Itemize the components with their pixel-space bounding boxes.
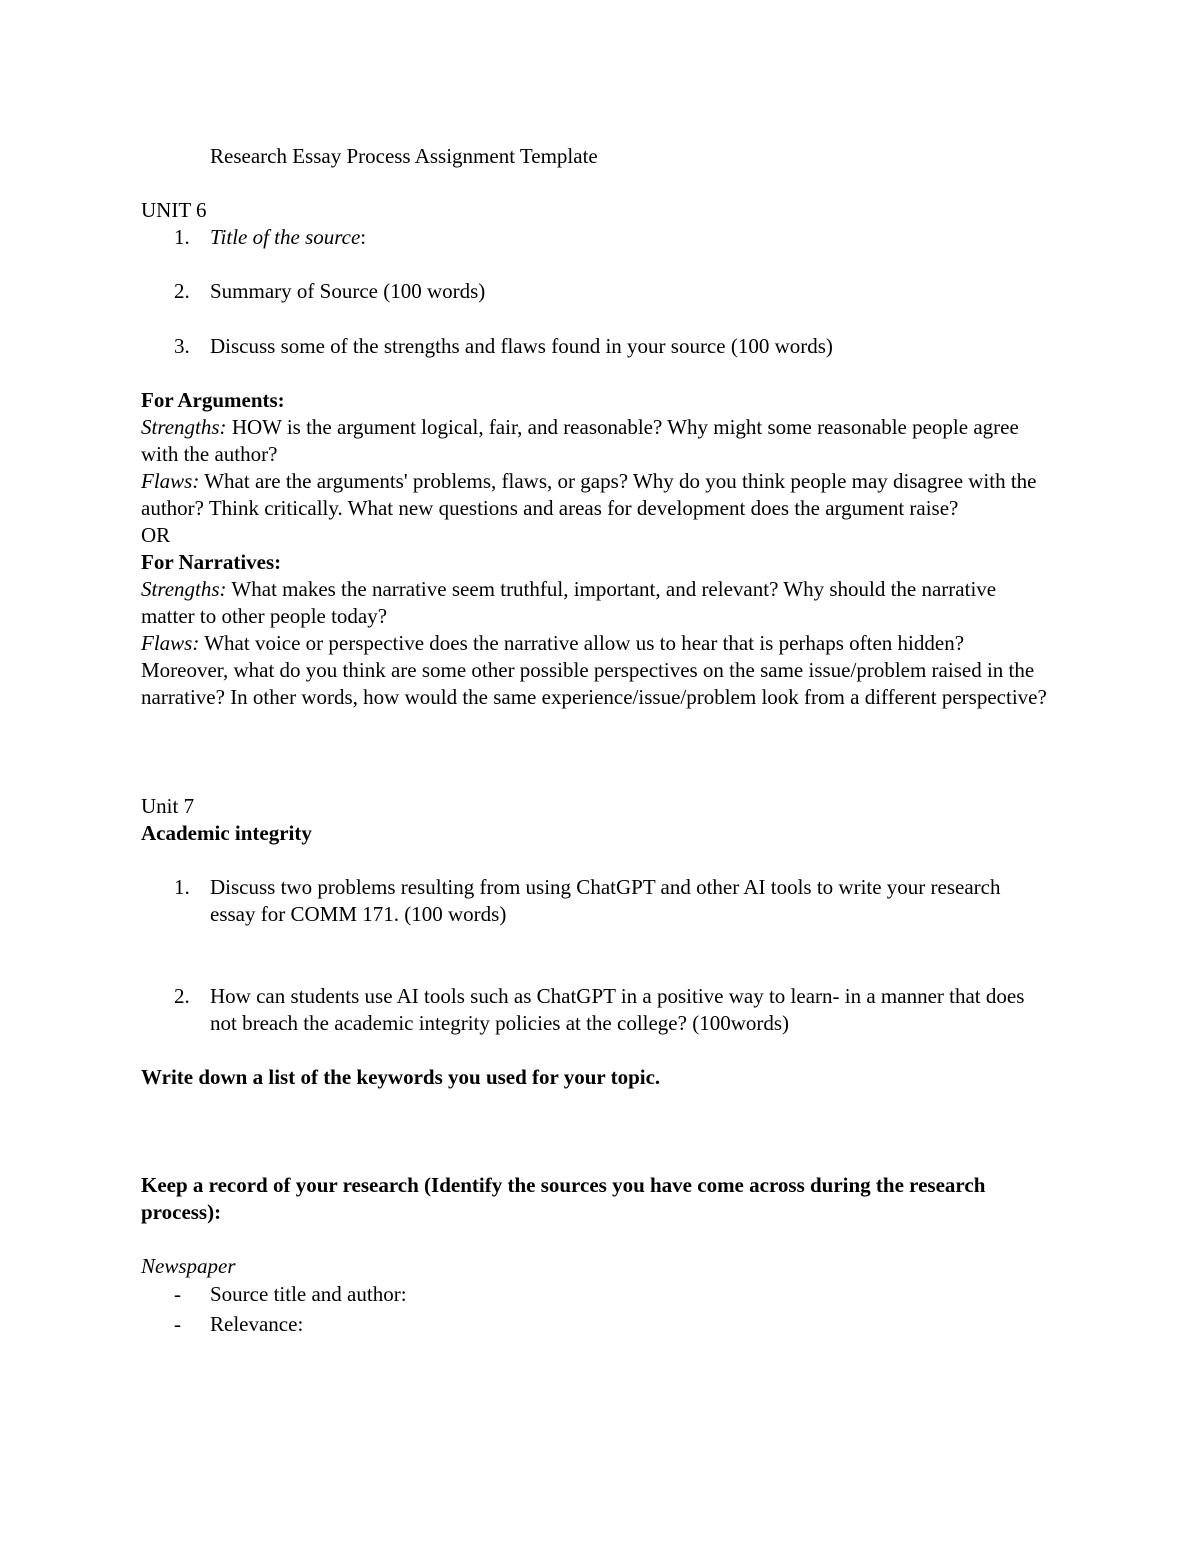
- item-number: 2.: [174, 984, 190, 1008]
- page-title: Research Essay Process Assignment Template: [210, 144, 598, 168]
- unit6-heading: UNIT 6: [141, 198, 207, 222]
- arguments-section: [141, 387, 1051, 711]
- academic-integrity-heading: Academic integrity: [141, 821, 312, 845]
- or-text: OR: [141, 523, 171, 547]
- flaws-text: What voice or perspective does the narrative allow us to hear that is perhaps often hidden? Moreover, what do you think are some other possible perspectives on the same issue/problem raised in the narrative? In other words, how would the same experience/issue/problem look from a different perspective?: [141, 631, 1047, 709]
- strengths-label: Strengths:: [141, 415, 227, 439]
- item-text: How can students use AI tools such as ChatGPT in a positive way to learn- in a manner that does not breach the academic integrity policies at the college? (100words): [210, 984, 1025, 1035]
- flaws-text: What are the arguments' problems, flaws, or gaps? Why do you think people may disagree with the author? Think critically. What new questions and areas for development does the argument raise?: [141, 469, 1037, 520]
- item-suffix: :: [360, 225, 367, 249]
- item-text: Source title and author:: [210, 1282, 407, 1306]
- strengths-text: What makes the narrative seem truthful, important, and relevant? Why should the narrative matter to other people today?: [141, 577, 997, 628]
- item-text: Discuss some of the strengths and flaws found in your source (100 words): [210, 334, 833, 358]
- dash-bullet: -: [174, 1282, 181, 1306]
- newspaper-label: Newspaper: [141, 1254, 236, 1278]
- item-number: 1.: [174, 225, 190, 249]
- item-text: Summary of Source (100 words): [210, 279, 486, 303]
- dash-bullet: -: [174, 1312, 181, 1336]
- item-label: Title of the source: [210, 225, 361, 249]
- keywords-heading: Write down a list of the keywords you used for your topic.: [141, 1065, 661, 1089]
- item-text: Relevance:: [210, 1312, 304, 1336]
- item-number: 3.: [174, 334, 190, 358]
- narratives-heading: For Narratives:: [141, 550, 282, 574]
- flaws-label: Flaws:: [141, 631, 200, 655]
- item-text: Discuss two problems resulting from using ChatGPT and other AI tools to write your research essay for COMM 171. (100 words): [210, 875, 1001, 926]
- research-record-heading: Keep a record of your research (Identify the sources you have come across during the research process):: [141, 1173, 986, 1224]
- arguments-heading: For Arguments:: [141, 388, 285, 412]
- item-number: 1.: [174, 875, 190, 899]
- item-number: 2.: [174, 279, 190, 303]
- strengths-label: Strengths:: [141, 577, 227, 601]
- strengths-text: HOW is the argument logical, fair, and reasonable? Why might some reasonable people agree with the author?: [141, 415, 1019, 466]
- unit7-heading: Unit 7: [141, 794, 195, 818]
- flaws-label: Flaws:: [141, 469, 200, 493]
